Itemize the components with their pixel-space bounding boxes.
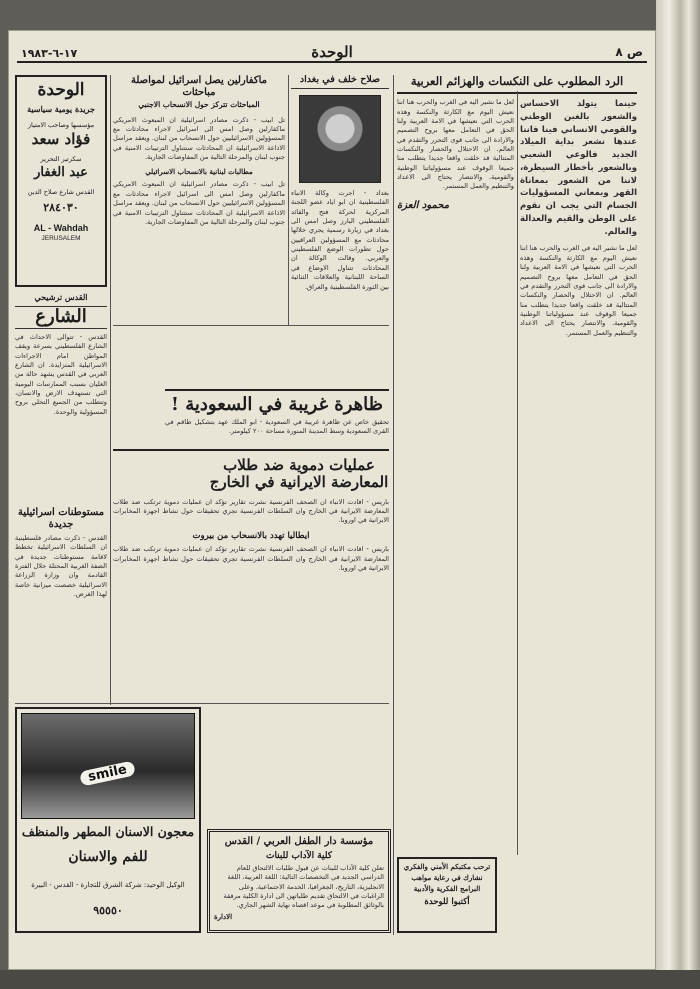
street-column — [15, 293, 107, 501]
masthead-latin-name: AL - Wahdah — [33, 222, 89, 233]
lead-intro: حينما يتولد الاحساس والشعور بالغبن الوطني والقومي الانساني فينا فاننا عندها نشعر بداية الميلاد الجديد فالوعي الشعبي وبالشعور بأخطار السيطرة، لاننا من الشعور بمعاناة القهر وبمعاني المسؤوليات الجسام التي يجب ان نقوم على الوطن والقيم والعدالة والعالم. — [520, 99, 637, 237]
ad-photo — [21, 713, 195, 819]
settlements-column — [15, 507, 107, 697]
street-headline: الشارع — [15, 306, 107, 329]
makarthy-body: تل ابيب - ذكرت مصادر اسرائيلية ان المبعوث الامريكي ماكفارلين وصل امس الى اسرائيل لاجراء محادثات مع المسؤولين الاسرائيليين حول الانسحاب من لبنان. ويعقد مراسل الاذاعة الاسرائيلية ان المحادثات ستتناول الترتيبات الامنية في جنوب لبنان والمرحلة التالية من المفاوضات الجارية. — [113, 115, 285, 162]
program-box — [397, 857, 497, 933]
salah-khalaf-photo — [299, 95, 381, 183]
tifl-ad-subtitle: كلية الآداب للبنات — [265, 850, 333, 861]
section-rule — [15, 703, 389, 704]
iran-headline: عمليات دموية ضد طلاب المعارضة الايرانية في الخارج — [209, 456, 389, 492]
saudi-headline: ظاهرة غريبة في السعودية ! — [171, 394, 383, 415]
column-rule — [288, 75, 289, 325]
lead-body: لعل ما نشير اليه في الغرب والحرب هنا اننا نعيش اليوم مع الكارثة والنكسة وهذه الحرب التي نعيشها في الامة العربية ولنا الحق في التعامل معها بروح التصميم والارادة الى جانب قوى التحرر والتقدم في العالم. ان الاحتلال والحصار والنكسات المتتالية قد خلقت واقعا جديدا يتطلب منا جميعا الوقوف عند مسؤولياتنا الوطنية والقومية. والانتصار يحتاج الى الاعداد والتنظيم والعمل المستمر. — [520, 244, 637, 337]
iran-body: باريس - افادت الانباء ان الصحف الفرنسية نشرت تقارير تؤكد ان عمليات دموية ترتكب ضد طلاب المعارضة الايرانية في الخارج وان السلطات الفرنسية تجري تحقيقات حول نشاط اجهزة المخابرات الايرانية في اوروبا. — [113, 497, 389, 525]
masthead-phone: ٢٨٤٠٣٠ — [43, 201, 79, 215]
dental-ad-subtitle: للفم والاسنان — [68, 849, 148, 865]
page-header — [17, 37, 647, 63]
masthead-latin-city: JERUSALEM — [41, 235, 81, 243]
lead-headline: الرد المطلوب على النكسات والهزائم العربية — [410, 75, 624, 88]
column-rule — [110, 75, 111, 705]
newspaper-page — [8, 30, 656, 970]
program-line2: نشارك في رعاية مواهب — [411, 873, 483, 883]
lead-signature: محمود العزة — [397, 199, 450, 211]
page-number: ص ٨ — [615, 45, 643, 59]
column-rule — [517, 91, 518, 855]
iran-body-continued: باريس - افادت الانباء ان الصحف الفرنسية نشرت تقارير تؤكد ان عمليات دموية ترتكب ضد طلاب المعارضة الايرانية في الخارج وان السلطات الفرنسية تجري تحقيقات حول نشاط اجهزة المخابرات الايرانية في اوروبا. — [113, 545, 389, 573]
masthead-address: القدس شارع صلاح الدين — [27, 187, 95, 196]
tifl-ad-title: مؤسسة دار الطفل العربي / القدس — [224, 836, 374, 847]
dental-ad — [15, 707, 201, 933]
program-line3: البرامج الفكرية والأدبية — [413, 884, 481, 894]
settlements-headline: مستوطنات اسرائيلية جديدة — [17, 507, 105, 530]
makarthy-subheadline: مطالبات لبنانية بالانسحاب الاسرائيلي — [145, 167, 253, 177]
masthead-subtitle: جريدة يومية سياسية — [27, 103, 95, 114]
scan-bottom-bar — [0, 970, 700, 989]
editor-name: عبد الغفار — [34, 164, 88, 180]
salah-khalaf-body: بغداد - اجرت وكالة الانباء الفلسطينية ان ابو اياد عضو اللجنة المركزية لحركة فتح والقائد الفلسطيني البارز وصل امس الى بغداد في زيارة رسمية يجري خلالها محادثات مع المسؤولين العراقيين حول تطورات الوضع الفلسطيني والعربي. وقالت الوكالة ان المحادثات تتناول الاوضاع في الساحة اللبنانية والعلاقات الثنائية بين الثورة الفلسطينية والعراق. — [291, 188, 389, 291]
founder-name: فؤاد سعد — [31, 130, 91, 149]
section-rule — [113, 325, 389, 326]
tifl-ad-footer: الادارة — [214, 911, 233, 921]
saudi-body: تحقيق خاص عن ظاهرة غريبة في السعودية - ابو الملك عهد بتشكيل طاقم في القرى السعودية وسط المدينة المنورة مساحة ٢٠٠ كيلومتر. — [165, 417, 389, 436]
masthead-name: الوحدة — [37, 80, 85, 100]
makarthy-headline: ماكفارلين يصل اسرائيل لمواصلة مباحثات — [130, 75, 267, 98]
dental-ad-phone: ٩٥٥٥٠ — [93, 904, 123, 917]
makarthy-body-continued: تل ابيب - ذكرت مصادر اسرائيلية ان المبعوث الامريكي ماكفارلين وصل امس الى اسرائيل لاجراء محادثات مع المسؤولين الاسرائيليين حول الانسحاب من لبنان. ويعقد مراسل الاذاعة الاسرائيلية ان المحادثات ستتناول الترتيبات الامنية في جنوب لبنان والمرحلة التالية من المفاوضات الجارية. — [113, 180, 285, 226]
makarthy-subhead: المباحثات تتركز حول الانسحاب الاجنبي — [138, 100, 260, 109]
street-kicker: القدس ترشيحي — [34, 293, 88, 302]
smile-logo: smile — [79, 760, 136, 786]
dental-ad-title: معجون الاسنان المطهر والمنظف — [21, 824, 195, 839]
street-body: القدس - تتوالى الاحداث في الشارع الفلسطيني بسرعة ويقف المواطن امام الاجراءات الاسرائيلية المتزايدة. ان الشارع العربي في القدس يشهد حالة من الغليان بسبب الممارسات اليومية التي تستهدف الارض والانسان، وتتطلب من الجميع التحلي بروح المسؤولية والوحدة. — [15, 332, 107, 416]
program-cta: أكتبوا للوحدة — [424, 897, 470, 908]
iran-article — [113, 449, 389, 697]
salah-khalaf-headline: صلاح خلف في بغداد — [291, 75, 389, 89]
settlements-body: القدس - ذكرت مصادر فلسطينية ان السلطات الاسرائيلية تخطط لاقامة مستوطنات جديدة في الضفة الغربية المحتلة خلال الفترة القادمة وان وزارة الزراعة الاسرائيلية خصصت ميزانية خاصة لهذا الغرض. — [15, 534, 107, 599]
saudi-article — [165, 389, 389, 445]
makarthy-article — [113, 75, 285, 321]
issue-date: ١٧-٦-١٩٨٣ — [21, 47, 78, 60]
editor-label: سكرتير التحرير — [40, 155, 82, 164]
book-edge — [656, 0, 700, 989]
program-line1: ترحب مكتبكم الأمني والفكري — [403, 862, 491, 871]
masthead-box — [15, 75, 107, 287]
lead-body-continued: لعل ما نشير اليه في الغرب والحرب هنا اننا نعيش اليوم مع الكارثة والنكسة وهذه الحرب التي نعيشها في الامة العربية ولنا الحق في التعامل معها بروح التصميم والارادة الى جانب قوى التحرر والتقدم في العالم. ان الاحتلال والحصار والنكسات المتتالية قد خلقت واقعا جديدا يتطلب منا جميعا الوقوف عند مسؤولياتنا الوطنية والقومية. والانتصار يحتاج الى الاعداد والتنظيم والعمل المستمر. — [397, 98, 514, 191]
tifl-ad — [207, 829, 391, 933]
newspaper-title: الوحدة — [311, 43, 353, 61]
dental-ad-agent: الوكيل الوحيد: شركة الشرق للتجارة - القدس - البيرة — [31, 881, 185, 889]
salah-khalaf-article — [291, 75, 389, 321]
tifl-ad-body: تعلن كلية الآداب للبنات عن قبول طلبات الالتحاق للعام الدراسي الجديد في التخصصات التالية: اللغة العربية، اللغة الانجليزية، التاريخ، الجغرافيا، الخدمة الاجتماعية. وعلى الراغبات في الالتحاق تقديم طلباتهن الى ادارة الكلية مرفقة بالوثائق المطلوبة في موعد اقصاه نهاية الشهر الجاري. — [223, 863, 384, 910]
column-rule — [393, 75, 394, 935]
founder-label: مؤسسها وصاحب الامتياز — [27, 120, 95, 129]
iran-subheadline: ايطاليا تهدد بالانسحاب من بيروت — [192, 530, 310, 541]
